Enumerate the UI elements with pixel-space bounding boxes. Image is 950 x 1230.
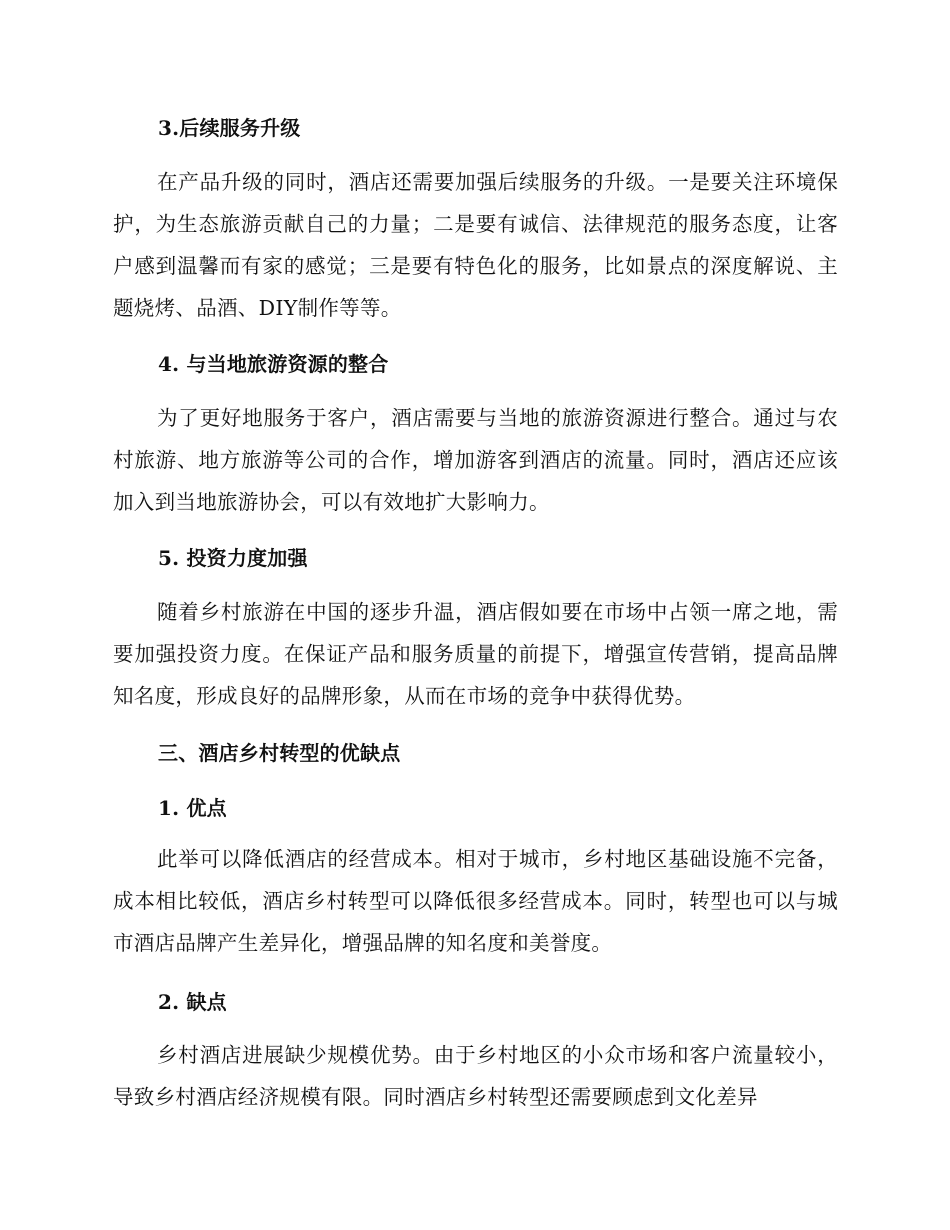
section-heading-pros: 1. 优点	[158, 796, 227, 820]
section-heading-cons: 2. 缺点	[158, 990, 227, 1014]
section-heading-investment: 5. 投资力度加强	[158, 546, 308, 570]
section-heading-resource-integration: 4. 与当地旅游资源的整合	[158, 352, 389, 376]
section-heading-service-upgrade: 3.后续服务升级	[158, 116, 301, 140]
chapter-heading-pros-cons: 三、酒店乡村转型的优缺点	[158, 741, 401, 765]
paragraph-service-upgrade: 在产品升级的同时，酒店还需要加强后续服务的升级。一是要关注环境保护，为生态旅游贡献自己的力量；二是要有诚信、法律规范的服务态度，让客户感到温馨而有家的感觉；三是要有特色化的服务，比如景点的深度解说、主题烧烤、品酒、DIY制作等等。	[113, 170, 838, 320]
paragraph-pros: 此举可以降低酒店的经营成本。相对于城市，乡村地区基础设施不完备，成本相比较低，酒店乡村转型可以降低很多经营成本。同时，转型也可以与城市酒店品牌产生差异化，增强品牌的知名度和美誉度。	[113, 847, 838, 955]
paragraph-cons: 乡村酒店进展缺少规模优势。由于乡村地区的小众市场和客户流量较小，导致乡村酒店经济规模有限。同时酒店乡村转型还需要顾虑到文化差异	[113, 1043, 838, 1109]
paragraph-resource-integration: 为了更好地服务于客户，酒店需要与当地的旅游资源进行整合。通过与农村旅游、地方旅游等公司的合作，增加游客到酒店的流量。同时，酒店还应该加入到当地旅游协会，可以有效地扩大影响力。	[113, 406, 838, 514]
paragraph-investment: 随着乡村旅游在中国的逐步升温，酒店假如要在市场中占领一席之地，需要加强投资力度。在保证产品和服务质量的前提下，增强宣传营销，提高品牌知名度，形成良好的品牌形象，从而在市场的竞争中获得优势。	[113, 600, 838, 708]
